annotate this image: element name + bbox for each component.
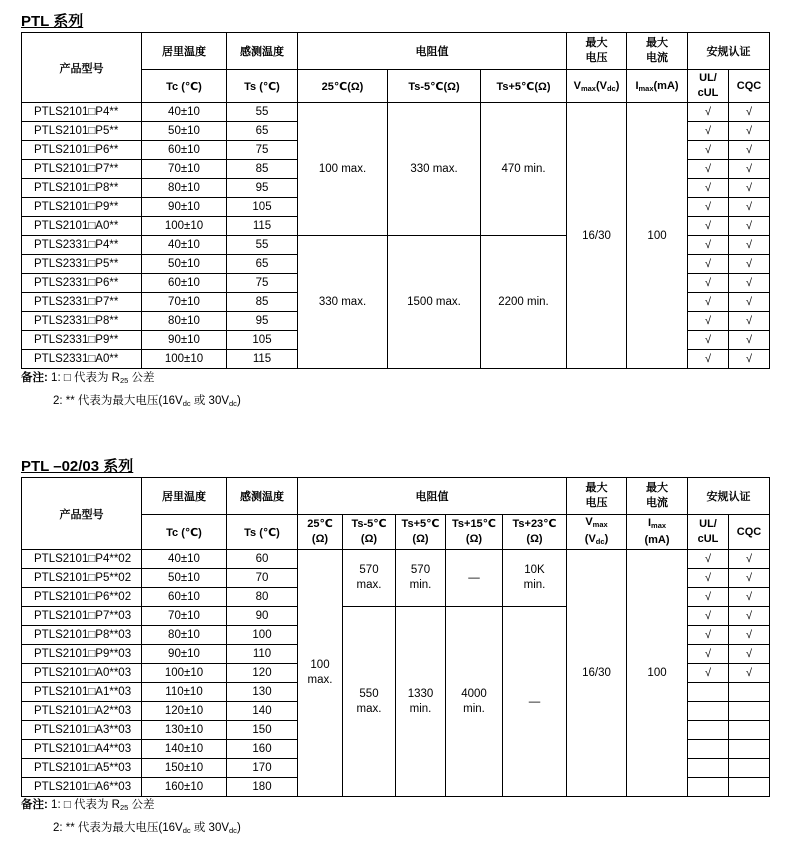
cqc-check: √	[729, 331, 770, 350]
header-vmax: $V_{max}(V_{dc})$	[567, 70, 627, 103]
header-ts-minus5: Ts-5℃ (Ω)	[343, 515, 396, 550]
imax-cell: 100	[627, 550, 688, 797]
note-1-sub: 25	[119, 803, 129, 812]
model-cell: PTLS2331□P6**	[22, 274, 142, 293]
model-cell: PTLS2101□P8**	[22, 179, 142, 198]
header-vmax-group: 最大 电压	[567, 33, 627, 70]
tc-cell: 40±10	[142, 103, 227, 122]
cqc-check: √	[729, 293, 770, 312]
model-cell: PTLS2331□P7**	[22, 293, 142, 312]
value-text: 100 max.	[307, 659, 333, 686]
value-text: 10K min.	[523, 564, 546, 591]
ts-minus5-cell: 330 max.	[388, 103, 481, 236]
cqc-check: √	[729, 350, 770, 369]
cqc-check-empty	[729, 759, 770, 778]
ul-check-empty	[688, 702, 729, 721]
tc-cell: 80±10	[142, 312, 227, 331]
ul-check-empty	[688, 683, 729, 702]
tc-cell: 90±10	[142, 198, 227, 217]
header-ts-plus5: Ts+5℃(Ω)	[481, 70, 567, 103]
cqc-check: √	[729, 122, 770, 141]
cqc-check: √	[729, 198, 770, 217]
tc-cell: 150±10	[142, 759, 227, 778]
model-cell: PTLS2101□P8**03	[22, 626, 142, 645]
model-cell: PTLS2331□A0**	[22, 350, 142, 369]
note-1-post: 公差	[128, 372, 155, 384]
header-cert: 安规认证	[688, 33, 770, 70]
note-1: 1: □ 代表为 R	[51, 799, 120, 811]
ul-check: √	[688, 550, 729, 569]
cqc-check: √	[729, 607, 770, 626]
tc-cell: 120±10	[142, 702, 227, 721]
ul-check: √	[688, 293, 729, 312]
section2-title: PTL –02/03 系列	[21, 458, 134, 475]
model-cell: PTLS2101□P5**	[22, 122, 142, 141]
model-cell: PTLS2331□P8**	[22, 312, 142, 331]
header-ts-group: 感测温度	[227, 478, 298, 515]
cqc-check: √	[729, 179, 770, 198]
ts-plus23-cell: —	[503, 607, 567, 797]
ul-check: √	[688, 331, 729, 350]
ul-check: √	[688, 626, 729, 645]
ptl-0203-spec-table	[21, 477, 770, 797]
note-2-sub2: dc	[229, 399, 237, 408]
ul-check: √	[688, 217, 729, 236]
notes-label: 备注:	[21, 372, 48, 384]
tc-cell: 90±10	[142, 331, 227, 350]
cqc-check: √	[729, 274, 770, 293]
ts-cell: 160	[227, 740, 298, 759]
ul-check: √	[688, 255, 729, 274]
tc-cell: 100±10	[142, 350, 227, 369]
note-2-post: )	[236, 395, 241, 407]
header-tc-group: 居里温度	[142, 33, 227, 70]
note-1-post: 公差	[128, 799, 155, 811]
tc-cell: 90±10	[142, 645, 227, 664]
tc-cell: 60±10	[142, 588, 227, 607]
note-2-sub1: dc	[182, 399, 191, 408]
cqc-check-empty	[729, 683, 770, 702]
header-imax: $I_{max}(mA)$	[627, 70, 688, 103]
ul-check: √	[688, 160, 729, 179]
section1-title: PTL 系列	[21, 13, 84, 30]
ts-cell: 95	[227, 179, 298, 198]
ts-cell: 70	[227, 569, 298, 588]
cqc-check-empty	[729, 721, 770, 740]
tc-cell: 50±10	[142, 569, 227, 588]
cqc-check-empty	[729, 740, 770, 759]
model-cell: PTLS2101□P4**02	[22, 550, 142, 569]
ul-check: √	[688, 122, 729, 141]
r25-cell: 330 max.	[298, 236, 388, 369]
tc-cell: 40±10	[142, 236, 227, 255]
model-cell: PTLS2101□P9**03	[22, 645, 142, 664]
header-ts: Ts (℃)	[227, 515, 298, 550]
header-cqc: CQC	[729, 70, 770, 103]
header-ts-plus15: Ts+15℃ (Ω)	[446, 515, 503, 550]
header-ts-plus23: Ts+23℃ (Ω)	[503, 515, 567, 550]
header-r25: 25℃ (Ω)	[298, 515, 343, 550]
model-cell: PTLS2101□A0**	[22, 217, 142, 236]
cqc-check: √	[729, 312, 770, 331]
ts-plus15-cell	[446, 607, 503, 797]
r25-cell	[298, 550, 343, 797]
note-1: 1: □ 代表为 R	[51, 372, 120, 384]
ul-check: √	[688, 198, 729, 217]
note-2: 2: ** 代表为最大电压(16V	[53, 395, 183, 407]
ts-plus5-cell	[396, 550, 446, 607]
header-tc-group: 居里温度	[142, 478, 227, 515]
table-row	[22, 550, 770, 569]
section2-notes	[21, 795, 241, 841]
model-cell: PTLS2101□A6**03	[22, 778, 142, 797]
ts-cell: 85	[227, 293, 298, 312]
header-model: 产品型号	[22, 478, 142, 550]
ul-check: √	[688, 588, 729, 607]
header-ul: UL/ cUL	[688, 515, 729, 550]
tc-cell: 70±10	[142, 607, 227, 626]
ts-cell: 110	[227, 645, 298, 664]
tc-cell: 80±10	[142, 179, 227, 198]
value-text: 1330 min.	[407, 687, 434, 715]
ul-check: √	[688, 607, 729, 626]
tc-cell: 110±10	[142, 683, 227, 702]
ts-cell: 170	[227, 759, 298, 778]
model-cell: PTLS2331□P4**	[22, 236, 142, 255]
value-text: 4000 min.	[461, 687, 487, 715]
ts-plus5-cell	[396, 607, 446, 797]
ul-check: √	[688, 569, 729, 588]
cqc-check: √	[729, 569, 770, 588]
ts-plus5-cell: 470 min.	[481, 103, 567, 236]
ts-cell: 105	[227, 198, 298, 217]
note-2-mid: 或 30V	[190, 822, 230, 834]
cqc-check-empty	[729, 778, 770, 797]
ts-plus15-cell: —	[446, 550, 503, 607]
section1-notes	[21, 368, 241, 414]
ul-check: √	[688, 141, 729, 160]
header-ts-group: 感测温度	[227, 33, 298, 70]
model-cell: PTLS2331□P9**	[22, 331, 142, 350]
header-ul: UL/ cUL	[688, 70, 729, 103]
model-cell: PTLS2101□P7**03	[22, 607, 142, 626]
model-cell: PTLS2101□P7**	[22, 160, 142, 179]
ts-cell: 65	[227, 122, 298, 141]
tc-cell: 100±10	[142, 664, 227, 683]
model-cell: PTLS2101□A3**03	[22, 721, 142, 740]
ul-check: √	[688, 645, 729, 664]
model-cell: PTLS2101□A0**03	[22, 664, 142, 683]
header-ts: Ts (℃)	[227, 70, 298, 103]
ts-minus5-cell: 1500 max.	[388, 236, 481, 369]
model-cell: PTLS2101□A2**03	[22, 702, 142, 721]
tc-cell: 140±10	[142, 740, 227, 759]
tc-cell: 130±10	[142, 721, 227, 740]
tc-cell: 160±10	[142, 778, 227, 797]
ts-plus23-cell	[503, 550, 567, 607]
ts-cell: 75	[227, 274, 298, 293]
ts-cell: 80	[227, 588, 298, 607]
header-tc: Tc (℃)	[142, 70, 227, 103]
cqc-check: √	[729, 141, 770, 160]
cqc-check-empty	[729, 702, 770, 721]
ts-cell: 95	[227, 312, 298, 331]
model-cell: PTLS2101□P5**02	[22, 569, 142, 588]
ts-cell: 65	[227, 255, 298, 274]
header-r25: 25℃(Ω)	[298, 70, 388, 103]
model-cell: PTLS2331□P5**	[22, 255, 142, 274]
ul-check-empty	[688, 778, 729, 797]
header-imax-group: 最大 电流	[627, 33, 688, 70]
ts-cell: 140	[227, 702, 298, 721]
header-vmax: $V_{max}$ $(V_{dc})$	[567, 515, 627, 550]
tc-cell: 40±10	[142, 550, 227, 569]
model-cell: PTLS2101□A5**03	[22, 759, 142, 778]
notes-label: 备注:	[21, 799, 48, 811]
header-model: 产品型号	[22, 33, 142, 103]
header-resistance: 电阻值	[298, 478, 567, 515]
table-row	[22, 103, 770, 122]
ts-minus5-cell	[343, 550, 396, 607]
note-2-sub2: dc	[229, 826, 237, 835]
ts-cell: 115	[227, 350, 298, 369]
value-text: 570 min.	[409, 564, 432, 591]
tc-cell: 60±10	[142, 141, 227, 160]
ts-plus5-cell: 2200 min.	[481, 236, 567, 369]
ts-cell: 75	[227, 141, 298, 160]
ul-check: √	[688, 312, 729, 331]
imax-cell: 100	[627, 103, 688, 369]
cqc-check: √	[729, 626, 770, 645]
note-1-sub: 25	[119, 376, 129, 385]
ts-cell: 100	[227, 626, 298, 645]
cqc-check: √	[729, 103, 770, 122]
ts-cell: 180	[227, 778, 298, 797]
vmax-cell: 16/30	[567, 550, 627, 797]
ts-cell: 105	[227, 331, 298, 350]
header-imax: $I_{max}$ (mA)	[627, 515, 688, 550]
note-2-sub1: dc	[182, 826, 191, 835]
note-2: 2: ** 代表为最大电压(16V	[53, 822, 183, 834]
model-cell: PTLS2101□A4**03	[22, 740, 142, 759]
model-cell: PTLS2101□P4**	[22, 103, 142, 122]
ts-cell: 60	[227, 550, 298, 569]
tc-cell: 60±10	[142, 274, 227, 293]
ts-cell: 115	[227, 217, 298, 236]
value-text: 550 max.	[356, 687, 382, 715]
header-tc: Tc (℃)	[142, 515, 227, 550]
cqc-check: √	[729, 160, 770, 179]
note-2-post: )	[236, 822, 241, 834]
cqc-check: √	[729, 645, 770, 664]
header-cert: 安规认证	[688, 478, 770, 515]
header-vmax-group: 最大 电压	[567, 478, 627, 515]
ts-cell: 55	[227, 103, 298, 122]
ul-check: √	[688, 274, 729, 293]
ptl-spec-table	[21, 32, 770, 369]
ts-cell: 130	[227, 683, 298, 702]
ul-check: √	[688, 664, 729, 683]
ul-check: √	[688, 103, 729, 122]
tc-cell: 70±10	[142, 160, 227, 179]
vmax-cell: 16/30	[567, 103, 627, 369]
header-ts-minus5: Ts-5℃(Ω)	[388, 70, 481, 103]
ts-cell: 120	[227, 664, 298, 683]
tc-cell: 50±10	[142, 122, 227, 141]
header-cqc: CQC	[729, 515, 770, 550]
tc-cell: 100±10	[142, 217, 227, 236]
cqc-check: √	[729, 588, 770, 607]
cqc-check: √	[729, 236, 770, 255]
model-cell: PTLS2101□P6**	[22, 141, 142, 160]
ts-cell: 150	[227, 721, 298, 740]
cqc-check: √	[729, 550, 770, 569]
header-imax-group: 最大 电流	[627, 478, 688, 515]
ul-check: √	[688, 350, 729, 369]
header-resistance: 电阻值	[298, 33, 567, 70]
ul-check: √	[688, 236, 729, 255]
cqc-check: √	[729, 664, 770, 683]
ts-minus5-cell	[343, 607, 396, 797]
value-text: 570 max.	[356, 564, 382, 591]
model-cell: PTLS2101□P9**	[22, 198, 142, 217]
note-2-mid: 或 30V	[190, 395, 230, 407]
r25-cell: 100 max.	[298, 103, 388, 236]
cqc-check: √	[729, 255, 770, 274]
model-cell: PTLS2101□P6**02	[22, 588, 142, 607]
ul-check-empty	[688, 759, 729, 778]
model-cell: PTLS2101□A1**03	[22, 683, 142, 702]
header-ts-plus5: Ts+5℃ (Ω)	[396, 515, 446, 550]
ul-check-empty	[688, 740, 729, 759]
ts-cell: 90	[227, 607, 298, 626]
ts-cell: 85	[227, 160, 298, 179]
ul-check-empty	[688, 721, 729, 740]
tc-cell: 50±10	[142, 255, 227, 274]
cqc-check: √	[729, 217, 770, 236]
ul-check: √	[688, 179, 729, 198]
ts-cell: 55	[227, 236, 298, 255]
tc-cell: 70±10	[142, 293, 227, 312]
tc-cell: 80±10	[142, 626, 227, 645]
